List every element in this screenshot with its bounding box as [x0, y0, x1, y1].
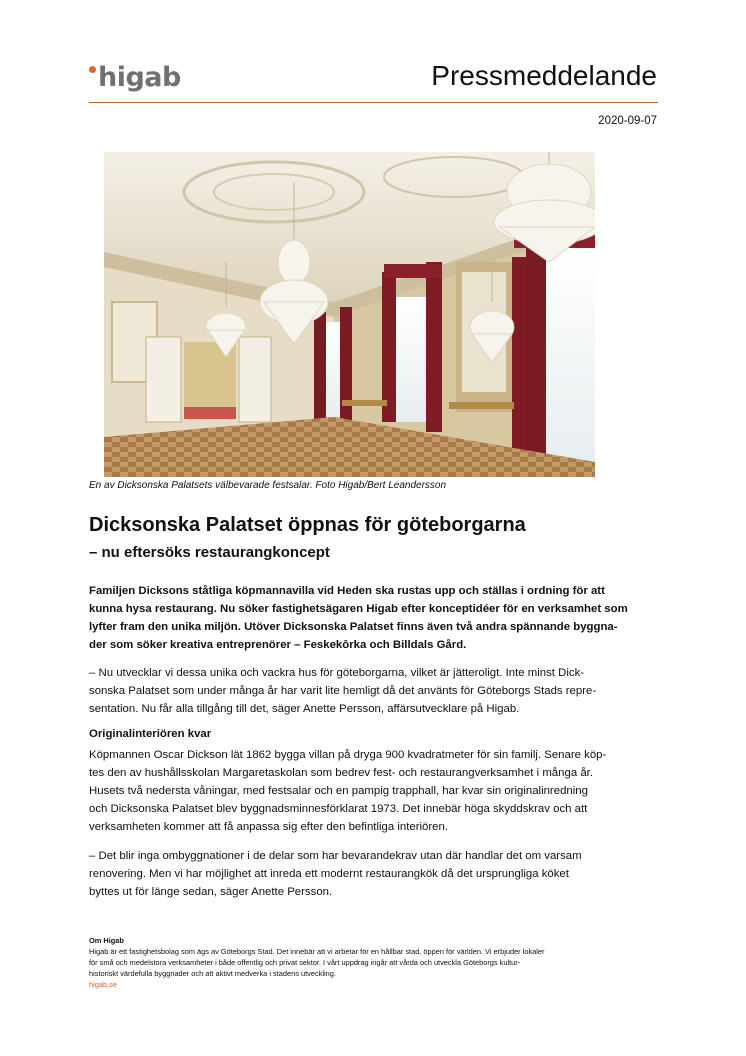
body-line: Husets två nedersta våningar, med festsalar och en pampig trapphall, har kvar sin originalinredning [89, 785, 588, 797]
body-line: sonska Palatset som under många år har varit lite hemligt då det använts för Göteborgs Stads repre- [89, 685, 597, 697]
body-line: renovering. Men vi har möjlighet att inreda ett modernt restaurangkök då det ursprungliga köket [89, 868, 569, 880]
logo-text: higab [98, 62, 181, 93]
body-line: och Dicksonska Palatset blev byggnadsminnesförklarat 1973. Det innebär höga skyddskrav och att [89, 803, 588, 815]
lead-line: lyfter fram den unika miljön. Utöver Dicksonska Palatset finns även två andra spännande byggna- [89, 621, 618, 633]
footer-line: för små och medelstora verksamheter i både offentlig och privat sektor. I vårt uppdrag ingår att vårda och utveckla Göteborgs kultur- [89, 958, 521, 967]
lead-paragraph [89, 582, 660, 654]
document-type: Pressmeddelande [431, 60, 657, 91]
article-headline: Dicksonska Palatset öppnas för göteborgarna [89, 514, 526, 536]
website-link[interactable]: higab.se [89, 980, 117, 989]
section-heading: Originalinteriören kvar [89, 728, 212, 740]
header-divider [89, 102, 658, 103]
footer-title: Om Higab [89, 936, 124, 945]
body-line: – Det blir inga ombyggnationer i de delar som har bevarandekrav utan där handlar det om varsam [89, 850, 582, 862]
logo-dot-icon [89, 66, 96, 73]
body-line: sentation. Nu får alla tillgång till det, säger Anette Persson, affärsutvecklare på Higab. [89, 703, 520, 715]
body-line: byttes ut för länge sedan, säger Anette Persson. [89, 886, 333, 898]
ballroom-photo [104, 152, 595, 477]
body-line: – Nu utvecklar vi dessa unika och vackra hus för göteborgarna, vilket är jätteroligt. Inte minst Dick- [89, 667, 585, 679]
article-subheadline: – nu eftersöks restaurangkoncept [89, 544, 330, 561]
photo-caption: En av Dicksonska Palatsets välbevarade festsalar. Foto Higab/Bert Leandersson [89, 480, 447, 491]
lead-line: kunna hysa restaurang. Nu söker fastighetsägaren Higab efter konceptidéer för en verksamhet som [89, 603, 628, 615]
publish-date: 2020-09-07 [598, 115, 657, 127]
footer-line: historiskt värdefulla byggnader och att aktivt medverka i stadens utveckling. [89, 969, 336, 978]
body-line: verksamheten kommer att få anpassa sig efter den befintliga interiören. [89, 821, 448, 833]
lead-line: der som söker kreativa entreprenörer – Feskekôrka och Billdals Gård. [89, 639, 467, 651]
body-line: tes den av hushållsskolan Margaretaskolan som bedrev fest- och restaurangverksamhet i många år. [89, 767, 593, 779]
body-paragraph-renovation [89, 847, 660, 901]
footer-line: Higab är ett fastighetsbolag som ägs av Göteborgs Stad. Det innebär att vi arbetar för en hållbar stad, öppen för världen. Vi erbjuder lokaler [89, 947, 545, 956]
body-paragraph-history [89, 746, 660, 836]
lead-line: Familjen Dicksons ståtliga köpmannavilla vid Heden ska rustas upp och ställas i ordning för att [89, 585, 605, 597]
about-footer [89, 935, 669, 990]
body-line: Köpmannen Oscar Dickson lät 1862 bygga villan på dryga 900 kvadratmeter för sin familj. Senare köp- [89, 749, 607, 761]
body-paragraph-quote [89, 664, 660, 718]
